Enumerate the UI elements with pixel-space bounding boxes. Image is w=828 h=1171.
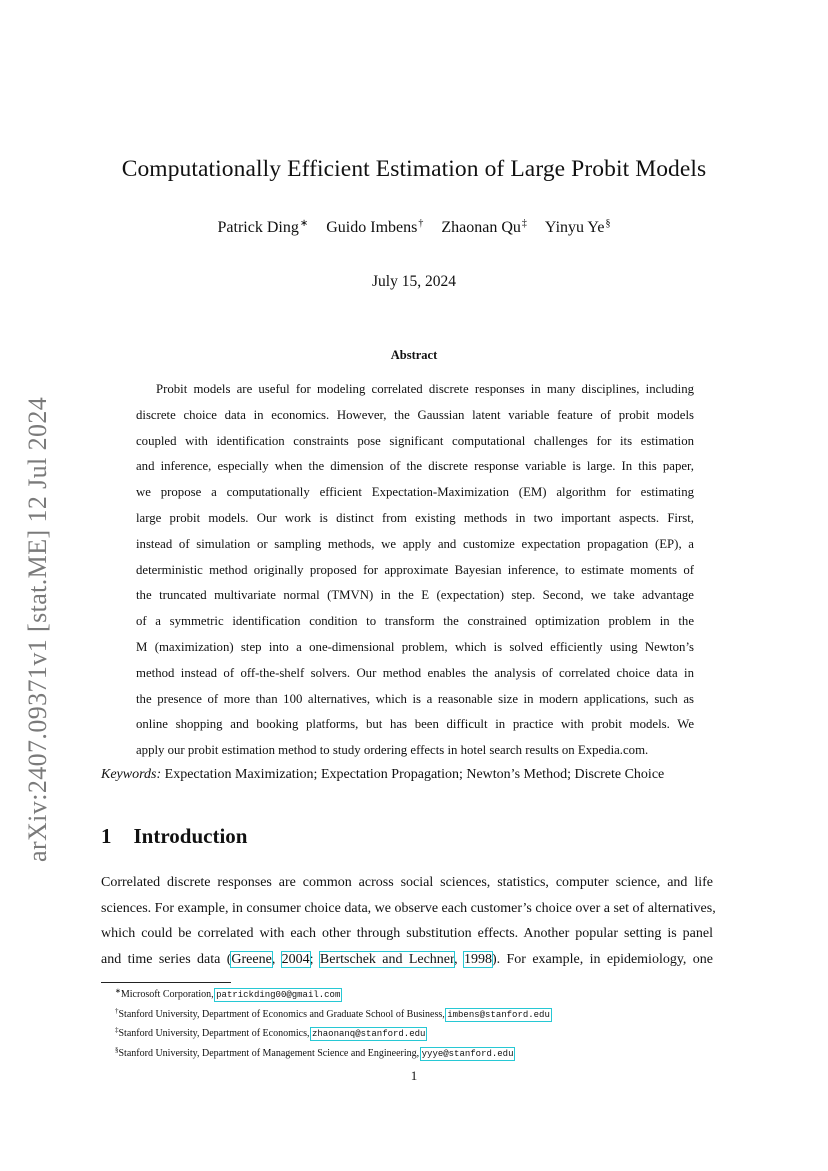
abstract-heading: Abstract: [390, 348, 438, 362]
abstract-body: [136, 377, 694, 764]
abstract-line: the truncated multivariate normal (TMVN) in the E (expectation) step. Second, we take advantage: [136, 588, 694, 603]
abstract-line: we propose a computationally efficient Expectation-Maximization (EM) algorithm for estimating: [136, 485, 694, 500]
footnote-mark: †: [115, 1006, 119, 1015]
citation-link-greene[interactable]: Greene: [231, 951, 272, 967]
paper-title: Computationally Efficient Estimation of Large Probit Models: [121, 156, 707, 182]
intro-line: which could be correlated with each other through substitution effects. Another popular setting is panel: [101, 926, 713, 941]
citation-year-link[interactable]: 2004: [281, 951, 310, 967]
email-link[interactable]: patrickding00@gmail.com: [216, 990, 341, 1000]
intro-line: Correlated discrete responses are common across social sciences, statistics, computer science, and life: [101, 875, 713, 890]
footnote: [101, 1004, 550, 1024]
abstract-line: coupled with identification constraints pose significant computational challenges for its estimation: [136, 433, 694, 448]
intro-line: sciences. For example, in consumer choice data, we observe each customer’s choice over a set of alternatives,: [101, 900, 716, 916]
footnote-mark[interactable]: §: [605, 218, 611, 229]
keywords: [101, 767, 664, 783]
arxiv-identifier-stamp[interactable]: arXiv:2407.09371v1 [stat.ME] 12 Jul 2024: [23, 396, 52, 862]
footnote-mark: ‡: [115, 1026, 119, 1034]
footnote-mark: §: [115, 1045, 119, 1054]
author: [218, 219, 309, 236]
citation-separator: ,: [271, 951, 282, 967]
footnotes: [101, 984, 550, 1062]
footnote: [101, 1023, 550, 1043]
footnote-text: Stanford University, Department of Economics,: [118, 1028, 312, 1039]
abstract-line: M (maximization) step into a one-dimensional problem, which is solved efficiently using Newton’s: [136, 639, 694, 654]
section-number: 1: [101, 824, 112, 848]
footnote-text: Stanford University, Department of Management Science and Engineering,: [118, 1047, 422, 1059]
footnote-mark[interactable]: †: [418, 218, 424, 229]
abstract-line: online shopping and booking platforms, but has been difficult in practice with probit models. We: [136, 717, 694, 732]
abstract-line: apply our probit estimation method to study ordering effects in hotel search results on Expedia.com.: [136, 743, 649, 758]
footnote-text: Stanford University, Department of Economics and Graduate School of Business,: [118, 1008, 448, 1020]
citation-year-link[interactable]: 1998: [464, 951, 492, 967]
citation-link-bertschek-lechner[interactable]: Bertschek and Lechner: [319, 951, 455, 967]
author: [441, 219, 527, 236]
introduction-paragraph: [101, 870, 716, 972]
abstract-line: Probit models are useful for modeling correlated discrete responses in many disciplines, including: [156, 382, 694, 396]
footnote-mark: ∗: [115, 987, 121, 995]
abstract-line: the presence of more than 100 alternatives, which is a reasonable size in modern applications, such as: [136, 691, 694, 706]
citation-separator: ,: [454, 951, 464, 967]
footnote-text: Microsoft Corporation,: [120, 989, 217, 1000]
author-name: Guido Imbens: [326, 219, 418, 236]
author-name: Zhaonan Qu: [441, 219, 521, 236]
citation-separator: ;: [309, 951, 320, 967]
intro-line: [101, 947, 713, 973]
paper-date: July 15, 2024: [372, 273, 456, 290]
keywords-label: Keywords:: [101, 767, 162, 782]
intro-text: and time series data (: [101, 951, 232, 967]
author: [326, 219, 423, 236]
footnote-mark[interactable]: ‡: [521, 218, 527, 229]
author: [545, 219, 611, 236]
email-link[interactable]: yyye@stanford.edu: [421, 1048, 514, 1059]
abstract-line: method instead of off-the-shelf solvers. Our method enables the analysis of correlated choice data in: [136, 665, 694, 680]
author-name: Patrick Ding: [217, 219, 299, 236]
abstract-line: instead of simulation or sampling methods, we apply and customize expectation propagation (EP), a: [136, 536, 694, 551]
abstract-line: of a symmetric identification condition to transform the constrained optimization problem in the: [136, 614, 694, 629]
footnote-rule: [101, 982, 231, 983]
email-link[interactable]: zhaonanq@stanford.edu: [311, 1029, 426, 1039]
page-number: 1: [410, 1068, 418, 1083]
abstract-line: discrete choice data in economics. However, the Gaussian latent variable feature of probit models: [136, 407, 694, 422]
email-link[interactable]: imbens@stanford.edu: [447, 1009, 550, 1020]
abstract-line: large probit models. Our work is distinct from existing methods in two important aspects. First,: [136, 510, 694, 525]
intro-text: ). For example, in epidemiology, one: [492, 951, 714, 967]
abstract-line: deterministic method originally proposed for approximate Bayesian inference, to estimate moments of: [136, 562, 694, 577]
section-heading: [101, 824, 247, 849]
author-list: [0, 218, 828, 237]
abstract-line: and inference, especially when the dimension of the discrete response variable is large. In this paper,: [136, 459, 694, 474]
footnote: [101, 984, 550, 1004]
keywords-text: Expectation Maximization; Expectation Propagation; Newton’s Method; Discrete Choice: [164, 767, 665, 782]
author-name: Yinyu Ye: [544, 219, 605, 236]
footnote-mark[interactable]: ∗: [299, 218, 309, 229]
section-title: Introduction: [133, 824, 248, 848]
footnote: [101, 1043, 550, 1063]
